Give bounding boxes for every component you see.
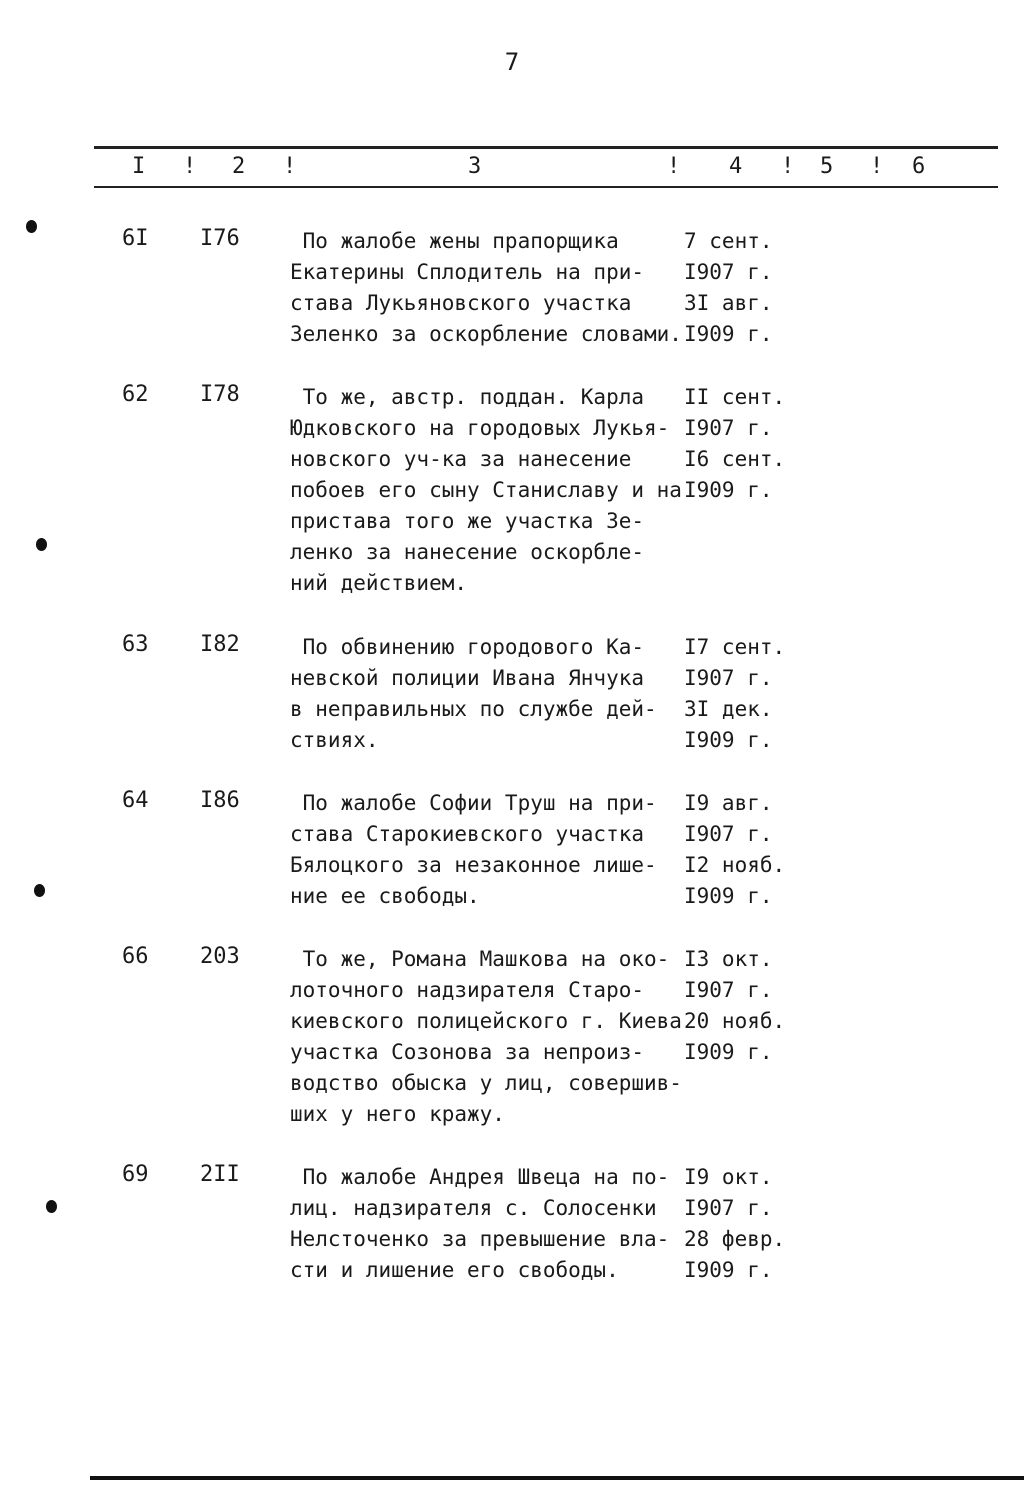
header-separator: ! bbox=[183, 154, 197, 179]
text-line bbox=[290, 725, 810, 756]
description-line: става Лукьяновского участка bbox=[290, 291, 632, 315]
text-line bbox=[290, 475, 810, 506]
date-line: I909 г. bbox=[684, 884, 773, 908]
text-line bbox=[290, 226, 810, 257]
description-line: лоточного надзирателя Старо- bbox=[290, 978, 645, 1002]
description-line: лиц. надзирателя с. Солосенки bbox=[290, 1196, 657, 1220]
entry-text bbox=[290, 226, 810, 350]
case-number: 203 bbox=[200, 944, 240, 969]
case-number: I76 bbox=[200, 226, 240, 251]
case-number: I86 bbox=[200, 788, 240, 813]
punch-hole-mark bbox=[36, 538, 47, 551]
description-line: По жалобе жены прапорщика bbox=[290, 229, 619, 253]
header-separator: ! bbox=[781, 154, 795, 179]
header-rule-top bbox=[94, 146, 998, 149]
description-line: ние ее свободы. bbox=[290, 884, 480, 908]
description-line: става Старокиевского участка bbox=[290, 822, 645, 846]
date-line: I907 г. bbox=[684, 978, 773, 1002]
date-line: 20 нояб. bbox=[684, 1009, 786, 1033]
text-line bbox=[290, 788, 810, 819]
description-line: ленко за нанесение оскорбле- bbox=[290, 540, 645, 564]
description-line: новского уч-ка за нанесение bbox=[290, 447, 632, 471]
date-line: 3I авг. bbox=[684, 291, 773, 315]
text-line bbox=[290, 319, 810, 350]
text-line bbox=[290, 568, 810, 599]
text-line bbox=[290, 1037, 810, 1068]
date-line: I907 г. bbox=[684, 822, 773, 846]
description-line: побоев его сыну Станиславу и на bbox=[290, 478, 682, 502]
row-number: 66 bbox=[122, 944, 149, 969]
description-line: ствиях. bbox=[290, 728, 379, 752]
date-line: I2 нояб. bbox=[684, 853, 786, 877]
header-col-2: 2 bbox=[232, 154, 246, 179]
text-line bbox=[290, 1068, 810, 1099]
description-line: сти и лишение его свободы. bbox=[290, 1258, 619, 1282]
entry-text bbox=[290, 1162, 810, 1286]
date-line: I907 г. bbox=[684, 260, 773, 284]
description-line: Екатерины Сплодитель на при- bbox=[290, 260, 645, 284]
text-line bbox=[290, 881, 810, 912]
date-line: I6 сент. bbox=[684, 447, 786, 471]
text-line bbox=[290, 944, 810, 975]
text-line bbox=[290, 382, 810, 413]
case-number: 2II bbox=[200, 1162, 240, 1187]
date-line: 7 сент. bbox=[684, 229, 773, 253]
description-line: в неправильных по службе дей- bbox=[290, 697, 657, 721]
description-line: пристава того же участка Зе- bbox=[290, 509, 645, 533]
row-number: 63 bbox=[122, 632, 149, 657]
date-line: I907 г. bbox=[684, 416, 773, 440]
text-line bbox=[290, 537, 810, 568]
description-line: Бялоцкого за незаконное лише- bbox=[290, 853, 657, 877]
entry-text bbox=[290, 944, 810, 1130]
text-line bbox=[290, 850, 810, 881]
page-number: 7 bbox=[504, 48, 520, 76]
text-line bbox=[290, 1224, 810, 1255]
punch-hole-mark bbox=[46, 1200, 57, 1213]
date-line: I909 г. bbox=[684, 1258, 773, 1282]
row-number: 6I bbox=[122, 226, 149, 251]
punch-hole-mark bbox=[26, 220, 37, 233]
entry-text bbox=[290, 382, 810, 599]
text-line bbox=[290, 694, 810, 725]
description-line: Зеленко за оскорбление словами. bbox=[290, 322, 682, 346]
description-line: Юдковского на городовых Лукья- bbox=[290, 416, 670, 440]
description-line: По жалобе Андрея Швеца на по- bbox=[290, 1165, 670, 1189]
text-line bbox=[290, 1006, 810, 1037]
date-line: 3I дек. bbox=[684, 697, 773, 721]
description-line: ний действием. bbox=[290, 571, 468, 595]
date-line: I909 г. bbox=[684, 728, 773, 752]
text-line bbox=[290, 819, 810, 850]
header-col-1: I bbox=[132, 154, 146, 179]
footer-rule bbox=[90, 1476, 1024, 1480]
header-separator: ! bbox=[667, 154, 681, 179]
date-line: I907 г. bbox=[684, 666, 773, 690]
entry-text bbox=[290, 788, 810, 912]
description-line: невской полиции Ивана Янчука bbox=[290, 666, 645, 690]
row-number: 62 bbox=[122, 382, 149, 407]
description-line: киевского полицейского г. Киева bbox=[290, 1009, 682, 1033]
text-line bbox=[290, 444, 810, 475]
description-line: ших у него кражу. bbox=[290, 1102, 505, 1126]
description-line: По обвинению городового Ка- bbox=[290, 635, 645, 659]
description-line: То же, австр. поддан. Карла bbox=[290, 385, 645, 409]
header-col-3: 3 bbox=[468, 154, 482, 179]
header-col-4: 4 bbox=[729, 154, 743, 179]
header-col-5: 5 bbox=[820, 154, 834, 179]
punch-hole-mark bbox=[34, 884, 45, 897]
date-line: I3 окт. bbox=[684, 947, 773, 971]
description-line: Нелсточенко за превышение вла- bbox=[290, 1227, 670, 1251]
date-line: I909 г. bbox=[684, 1040, 773, 1064]
case-number: I78 bbox=[200, 382, 240, 407]
date-line: I909 г. bbox=[684, 322, 773, 346]
description-line: участка Созонова за непроиз- bbox=[290, 1040, 645, 1064]
case-number: I82 bbox=[200, 632, 240, 657]
text-line bbox=[290, 1255, 810, 1286]
text-line bbox=[290, 257, 810, 288]
entry-text bbox=[290, 632, 810, 756]
date-line: II сент. bbox=[684, 385, 786, 409]
description-line: водство обыска у лиц, совершив- bbox=[290, 1071, 682, 1095]
header-separator: ! bbox=[870, 154, 884, 179]
text-line bbox=[290, 1099, 810, 1130]
date-line: I909 г. bbox=[684, 478, 773, 502]
text-line bbox=[290, 975, 810, 1006]
date-line: 28 февр. bbox=[684, 1227, 786, 1251]
text-line bbox=[290, 413, 810, 444]
date-line: I7 сент. bbox=[684, 635, 786, 659]
description-line: По жалобе Софии Труш на при- bbox=[290, 791, 657, 815]
header-separator: ! bbox=[283, 154, 297, 179]
text-line bbox=[290, 1162, 810, 1193]
date-line: I907 г. bbox=[684, 1196, 773, 1220]
text-line bbox=[290, 663, 810, 694]
date-line: I9 окт. bbox=[684, 1165, 773, 1189]
header-col-6: 6 bbox=[912, 154, 926, 179]
description-line: То же, Романа Машкова на око- bbox=[290, 947, 670, 971]
text-line bbox=[290, 632, 810, 663]
text-line bbox=[290, 1193, 810, 1224]
row-number: 64 bbox=[122, 788, 149, 813]
header-rule-bottom bbox=[94, 186, 998, 188]
text-line bbox=[290, 288, 810, 319]
date-line: I9 авг. bbox=[684, 791, 773, 815]
text-line bbox=[290, 506, 810, 537]
row-number: 69 bbox=[122, 1162, 149, 1187]
